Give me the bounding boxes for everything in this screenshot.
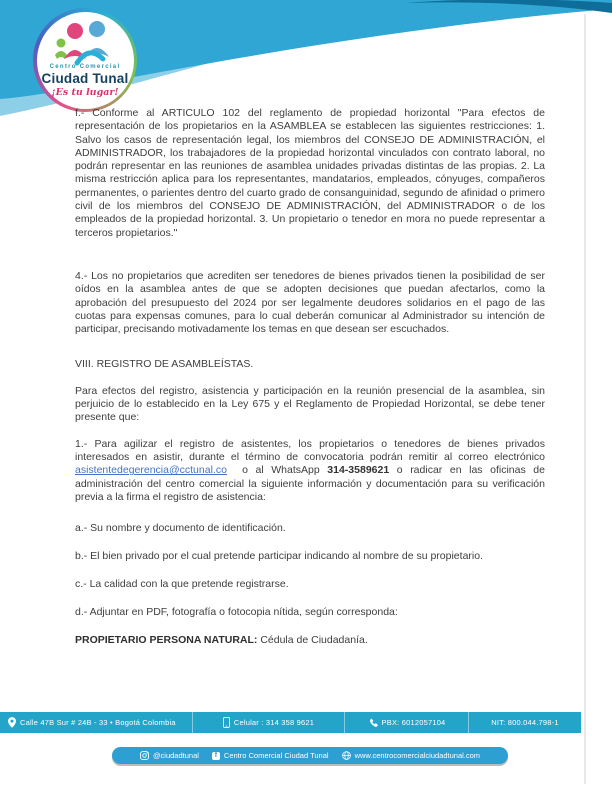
- owner-requirement-line: [75, 634, 545, 647]
- footer-nit: [468, 712, 581, 733]
- paragraph-f: f.- Conforme al ARTICULO 102 del reglamento de propiedad horizontal "Para efectos de representación de los propietarios en la ASAMBLEA se establecen las siguientes restricciones: 1. Salvo los casos de representación legal, los miembros del CONSEJO DE ADMINISTRACIÓN, el ADMINISTRADOR, los trabajadores de la propiedad horizontal vinculados con contrato laboral, no podrán representar en las reuniones de asamblea unidades privadas distintas de las propias. 2. La misma restricción aplica para los representantes, mandatarios, empleados, cónyuges, compañeros permanentes, o parientes dentro del cuarto grado de consanguinidad, segundo de afinidad o primero civil de los miembros del CONSEJO DE ADMINISTRACIÓN, del ADMINISTRADOR o de los empleados de la propiedad horizontal. 3. Un propietario o tenedor en mora no puede representar a terceros propietarios.": [75, 107, 545, 239]
- owner-value: Cédula de Ciudadanía.: [257, 633, 368, 646]
- instagram-handle: @ciudadtunal: [152, 751, 199, 760]
- footer-nit-text: NIT: 800.044.798-1: [491, 718, 559, 727]
- header-banner: [0, 0, 612, 118]
- whatsapp-number: 314-3589621: [327, 464, 390, 477]
- list-item-b: b.- El bien privado por el cual pretende participar indicando al nombre de su propietario.: [75, 550, 483, 563]
- logo-people-icon: [51, 19, 121, 67]
- logo-tagline: ¡Es tu lugar!: [51, 86, 119, 98]
- logo-title-small: Centro Comercial: [49, 63, 121, 70]
- list-item-c: c.- La calidad con la que pretende registrarse.: [75, 577, 289, 590]
- footer-address-text: Calle 47B Sur # 24B - 33 • Bogotá Colombia: [20, 718, 176, 727]
- email-link[interactable]: asistentedegerencia@cctunal.co: [75, 464, 227, 477]
- footer-celular-text: Celular : 314 358 9621: [233, 718, 315, 727]
- footer-pbx-text: PBX: 6012057104: [381, 718, 446, 727]
- mobile-phone-icon: [223, 717, 230, 728]
- footer-pbx: [344, 712, 468, 733]
- document-body: [75, 107, 545, 647]
- paragraph-1-text-before: 1.- Para agilizar el registro de asistentes, los propietarios o tenedores de bienes privados interesados en asistir, durante el término de convocatoria podrán remitir al correo electrónico: [75, 437, 545, 463]
- instagram-group: [140, 751, 199, 760]
- website-url: www.centrocomercialciudadtunal.com: [354, 751, 481, 760]
- website-group: [342, 751, 480, 760]
- instagram-icon: [140, 751, 149, 760]
- owner-label: PROPIETARIO PERSONA NATURAL:: [75, 633, 258, 646]
- footer-social-bar: [112, 747, 508, 764]
- footer-contact-bar: [0, 712, 581, 733]
- phone-icon: [368, 718, 378, 728]
- facebook-page-name: Centro Comercial Ciudad Tunal: [223, 751, 329, 760]
- paragraph-1: [75, 438, 545, 504]
- paragraph-intro: Para efectos del registro, asistencia y participación en la reunión presencial de la asamblea, sin perjuicio de lo establecido en la Ley 675 y el Reglamento de Propiedad Horizontal, se debe tener presente que:: [75, 384, 545, 424]
- company-logo: [33, 8, 137, 112]
- paragraph-1-text-after: o radicar en las oficinas de administración del centro comercial la siguiente información y documentación para su verificación previa a la firma el registro de asistencia:: [75, 464, 545, 503]
- scan-page-edge: [584, 14, 586, 784]
- facebook-group: [212, 751, 329, 760]
- footer-address: [0, 712, 192, 733]
- logo-title-main: Ciudad Tunal: [41, 70, 129, 86]
- section-heading-viii: VIII. REGISTRO DE ASAMBLEÍSTAS.: [75, 358, 254, 371]
- list-item-a: a.- Su nombre y documento de identificación.: [75, 522, 286, 535]
- list-item-d: d.- Adjuntar en PDF, fotografía o fotocopia nítida, según corresponda:: [75, 605, 398, 618]
- location-pin-icon: [8, 717, 16, 728]
- footer-celular: [192, 712, 344, 733]
- globe-icon: [342, 751, 351, 760]
- paragraph-4: 4.- Los no propietarios que acrediten ser tenedores de bienes privados tienen la posibilidad de ser oídos en la asamblea antes de que se adopten decisiones que puedan afectarlos, como la aprobación del presupuesto del 2024 por ser legalmente deudores solidarios en el pago de las cuotas para expensas comunes, para lo cual deberán comunicar al Administrador su intención de participar, precisando motivadamente los temas en que desean ser escuchados.: [75, 269, 545, 336]
- paragraph-1-text-between: o al WhatsApp: [226, 464, 328, 477]
- facebook-icon: f: [212, 752, 220, 760]
